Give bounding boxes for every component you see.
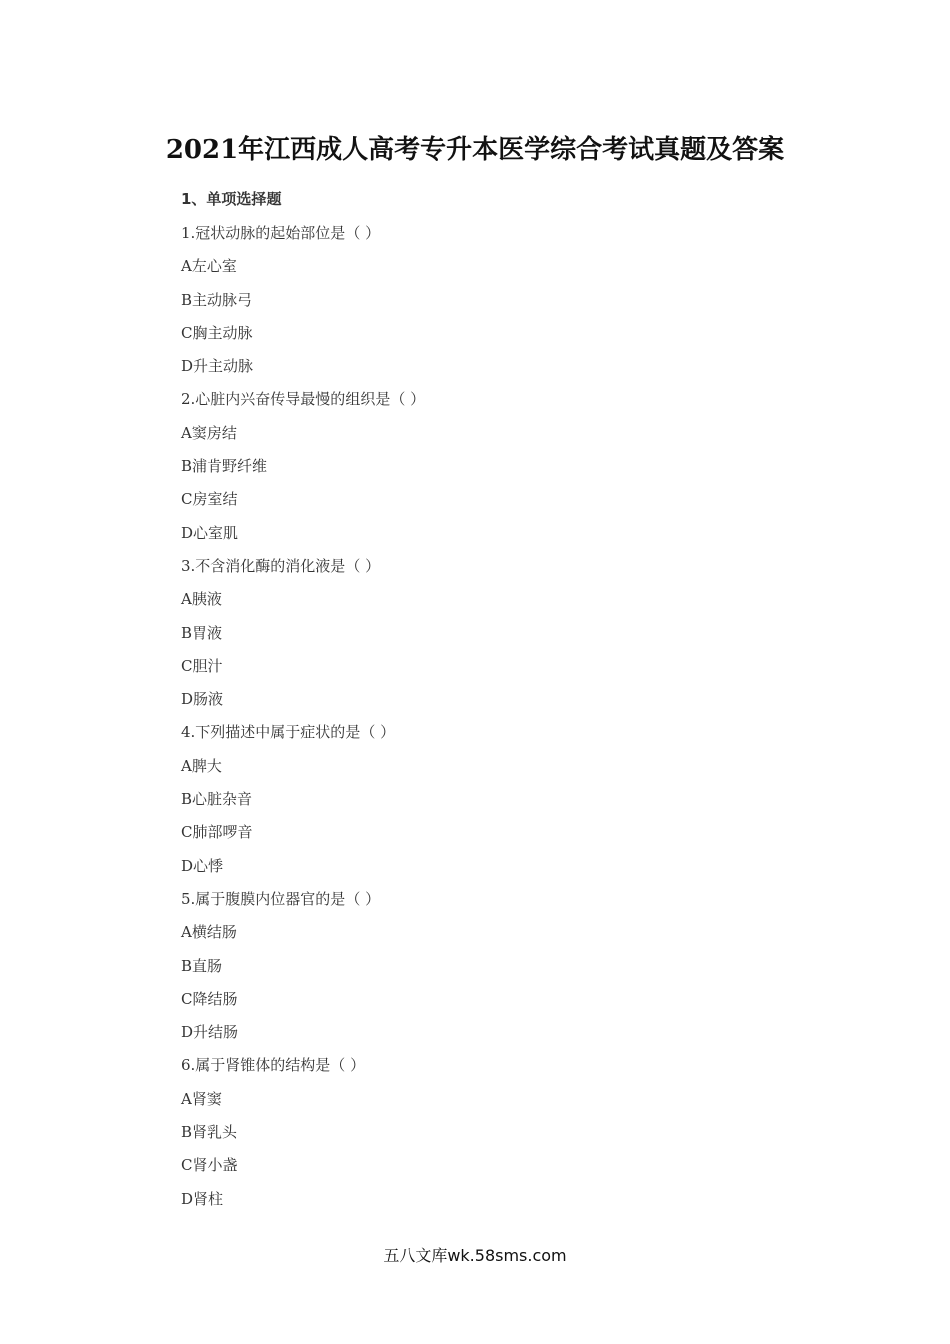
answer-option: A窦房结	[181, 423, 237, 442]
answer-option: A肾窦	[181, 1089, 222, 1108]
question-stem: 5.属于腹膜内位器官的是（ ）	[181, 889, 381, 908]
answer-option: D升主动脉	[181, 357, 254, 376]
question-list	[181, 221, 425, 1220]
answer-option: A脾大	[181, 756, 222, 775]
answer-option: D心悸	[181, 856, 224, 875]
answer-option: B心脏杂音	[181, 790, 253, 809]
answer-option: D肠液	[181, 690, 224, 709]
document-title: 2021年江西成人高考专升本医学综合考试真题及答案	[165, 135, 785, 165]
answer-option: A横结肠	[181, 923, 237, 942]
answer-option: C胆汁	[181, 656, 223, 675]
answer-option: D心室肌	[181, 523, 239, 542]
answer-option: B肾乳头	[181, 1123, 238, 1142]
answer-option: C肺部啰音	[181, 823, 253, 842]
answer-option: C降结肠	[181, 989, 238, 1008]
footer-watermark: 五八文库wk.58sms.com	[383, 1246, 567, 1265]
answer-option: A左心室	[181, 257, 237, 276]
question-stem: 6.属于肾锥体的结构是（ ）	[181, 1056, 366, 1075]
answer-option: B直肠	[181, 956, 223, 975]
answer-option: A胰液	[181, 590, 222, 609]
question-stem: 1.冠状动脉的起始部位是（ ）	[181, 224, 381, 242]
answer-option: D肾柱	[181, 1189, 224, 1208]
answer-option: D升结肠	[181, 1023, 239, 1042]
answer-option: B主动脉弓	[181, 290, 253, 309]
question-stem: 2.心脏内兴奋传导最慢的组织是（ ）	[181, 390, 426, 409]
answer-option: C胸主动脉	[181, 323, 253, 342]
question-stem: 3.不含消化酶的消化液是（ ）	[181, 556, 381, 575]
answer-option: B浦肯野纤维	[181, 457, 268, 476]
answer-option: C房室结	[181, 490, 238, 509]
question-stem: 4.下列描述中属于症状的是（ ）	[181, 723, 396, 742]
section-heading: 1、单项选择题	[181, 190, 282, 208]
answer-option: B胃液	[181, 623, 223, 642]
answer-option: C肾小盏	[181, 1156, 238, 1175]
